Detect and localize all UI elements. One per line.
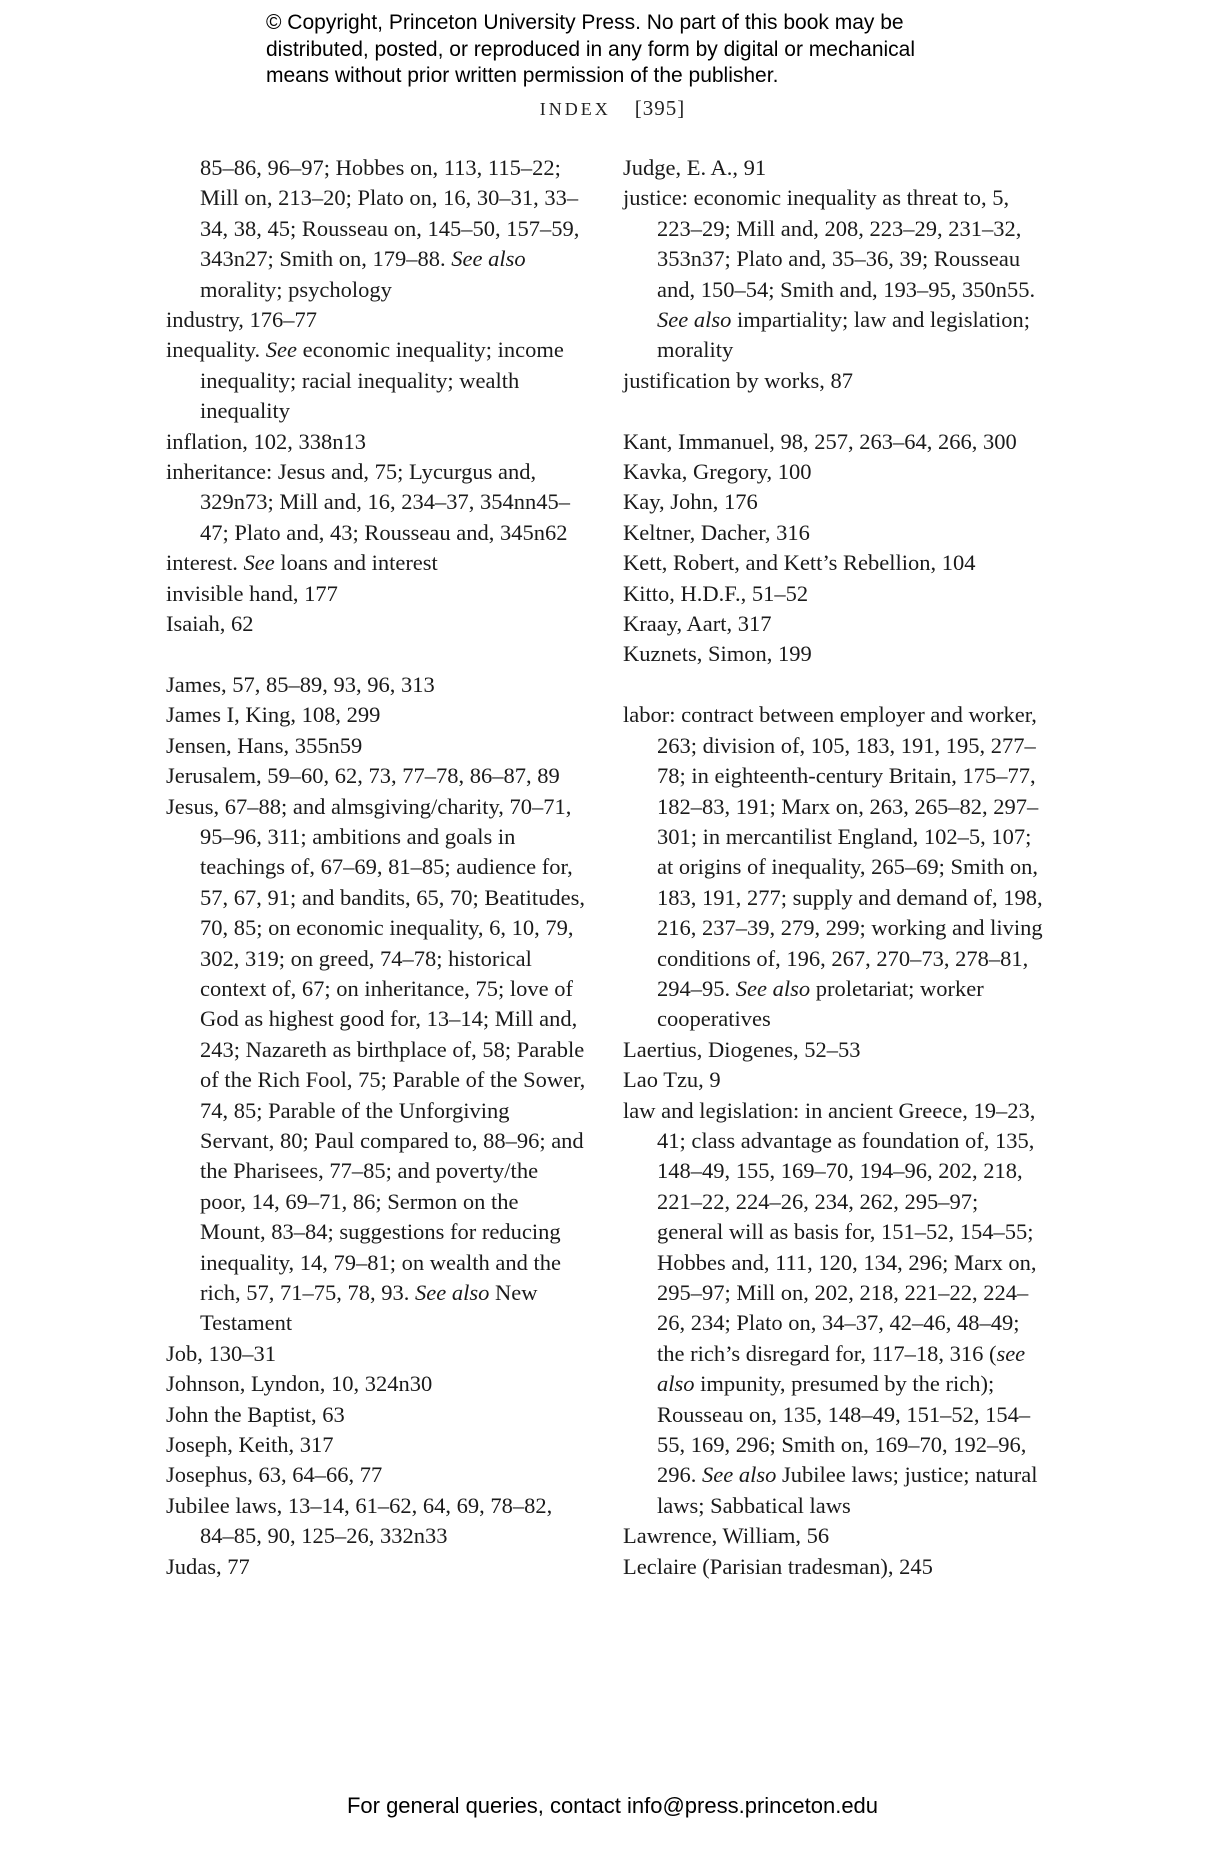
cross-reference-label: See also [414,1280,490,1306]
index-entry [623,366,1043,396]
index-entry [623,1096,1043,1522]
letter-section-gap [166,640,586,670]
entry-text: interest. [166,550,244,576]
index-entry [166,548,586,578]
index-entry [623,609,1043,639]
entry-text: Judge, E. A., 91 [623,155,767,180]
index-entry [623,1065,1043,1095]
letter-section-gap [623,670,1043,700]
entry-text: inflation, 102, 338n13 [166,428,366,454]
index-entry [166,1552,586,1582]
entry-text: Jensen, Hans, 355n59 [166,732,363,758]
index-entry [623,1035,1043,1065]
index-entry [623,579,1043,609]
entry-text: Lao Tzu, 9 [623,1067,721,1093]
cross-reference-label: See also [702,1462,777,1488]
entry-text: inequality. [166,337,266,363]
index-entry [623,427,1043,457]
index-entry [623,1521,1043,1551]
entry-text: Kitto, H.D.F., 51–52 [623,580,809,606]
running-head-label: INDEX [539,99,611,119]
index-entry [623,457,1043,487]
copyright-line: distributed, posted, or reproduced in any form by digital or mechanical [266,37,916,61]
index-entry [166,670,586,700]
entry-text: Kett, Robert, and Kett’s Rebellion, 104 [623,550,976,576]
entry-text: Isaiah, 62 [166,611,254,637]
entry-text: Leclaire (Parisian tradesman), 245 [623,1553,933,1579]
entry-text: labor: contract between employer and worker, 263; division of, 105, 183, 191, 195, 277–78; in eighteenth-century Britain, 175–77, 182–83, 191; Marx on, 263, 265–82, 297–301; in mercantilist England, 102–5, 107; at origins of inequality, 265–69; Smith on, 183, 191, 277; supply and demand of, 198, 216, 237–39, 279, 299; working and living conditions of, 196, 267, 270–73, 278–81, 294–95. [623,702,1043,1001]
entry-text: industry, 176–77 [166,307,318,333]
index-entry [623,183,1043,365]
entry-text: James I, King, 108, 299 [166,702,381,728]
index-entry [166,427,586,457]
entry-text: Jubilee laws; justice; natural laws; Sabbatical laws [657,1462,1038,1518]
entry-text: Keltner, Dacher, 316 [623,519,810,545]
copyright-notice [266,10,1026,90]
entry-text: impartiality; law and legislation; morality [657,307,1031,363]
entry-text: Laertius, Diogenes, 52–53 [623,1036,861,1062]
index-entry [166,609,586,639]
index-entry [623,518,1043,548]
letter-section-gap [623,396,1043,426]
entry-text: Kavka, Gregory, 100 [623,459,812,485]
cross-reference-label: See [265,337,298,363]
entry-text: Lawrence, William, 56 [623,1523,830,1549]
cross-reference-label: see also [657,1340,1026,1397]
entry-text: New Testament [200,1280,538,1336]
index-entry [166,1400,586,1430]
index-entry [623,153,1043,183]
index-entry [166,1491,586,1552]
copyright-line: means without prior written permission of the publisher. [266,64,779,87]
index-entry [166,579,586,609]
index-column-left [166,153,586,1582]
entry-text: inheritance: Jesus and, 75; Lycurgus and, 329n73; Mill and, 16, 234–37, 354nn45–47; Plato and, 43; Rousseau and, 345n62 [166,459,570,545]
cross-reference-label: See [243,550,275,576]
index-entry [166,1339,586,1369]
page-number: [395] [634,96,686,120]
index-entry [166,1430,586,1460]
entry-text: invisible hand, 177 [166,580,338,606]
index-entry [166,153,586,305]
entry-text: economic inequality; income inequality; racial inequality; wealth inequality [200,337,564,424]
entry-text: Josephus, 63, 64–66, 77 [166,1462,383,1488]
cross-reference-label: See also [451,246,526,272]
index-entry [166,731,586,761]
entry-text: Kuznets, Simon, 199 [623,641,812,667]
index-entry [166,700,586,730]
index-entry [166,792,586,1339]
cross-reference-label: See also [657,307,732,333]
index-entry [623,639,1043,669]
index-entry [166,1460,586,1490]
entry-text: justice: economic inequality as threat to, 5, 223–29; Mill and, 208, 223–29, 231–32, 353n37; Plato and, 35–36, 39; Rousseau and, 150–54; Smith and, 193–95, 350n55. [623,185,1036,302]
cross-reference-label: See also [735,975,811,1001]
entry-text: proletariat; worker cooperatives [657,975,984,1032]
copyright-line: © Copyright, Princeton University Press. No part of this book may be [266,11,904,34]
running-head [0,96,1225,121]
index-entry [166,761,586,791]
entry-text: Jerusalem, 59–60, 62, 73, 77–78, 86–87, 89 [166,763,560,789]
index-entry [623,700,1043,1034]
entry-text: loans and interest [274,550,438,576]
index-entry [166,305,586,335]
entry-text: Johnson, Lyndon, 10, 324n30 [166,1371,433,1397]
index-column-right [623,153,1043,1582]
index-entry [166,1369,586,1399]
index-entry [623,548,1043,578]
entry-text: Kraay, Aart, 317 [623,611,772,637]
footer-contact: For general queries, contact info@press.princeton.edu [346,1793,879,1818]
entry-text: justification by works, 87 [623,367,853,393]
index-entry [166,335,586,426]
entry-text: James, 57, 85–89, 93, 96, 313 [166,671,435,697]
entry-text: Jubilee laws, 13–14, 61–62, 64, 69, 78–82, 84–85, 90, 125–26, 332n33 [166,1492,553,1549]
entry-text: morality; psychology [200,276,392,302]
entry-text: Judas, 77 [166,1553,250,1579]
index-entry [166,457,586,548]
entry-text: Joseph, Keith, 317 [166,1432,334,1458]
entry-text: Kay, John, 176 [623,489,758,515]
entry-text: Kant, Immanuel, 98, 257, 263–64, 266, 300 [623,428,1017,454]
entry-text: John the Baptist, 63 [166,1401,345,1427]
entry-text: Job, 130–31 [166,1340,277,1366]
entry-text: impunity, presumed by the rich); Rousseau on, 135, 148–49, 151–52, 154–55, 169, 296; Smith on, 169–70, 192–96, 296. [657,1371,1031,1488]
entry-text: Jesus, 67–88; and almsgiving/charity, 70–71, 95–96, 311; ambitions and goals in teachings of, 67–69, 81–85; audience for, 57, 67, 91; and bandits, 65, 70; Beatitudes, 70, 85; on economic inequality, 6, 10, 79, 302, 319; on greed, 74–78; historical context of, 67; on inheritance, 75; love of God as highest good for, 13–14; Mill and, 243; Nazareth as birthplace of, 58; Parable of the Rich Fool, 75; Parable of the Sower, 74, 85; Parable of the Unforgiving Servant, 80; Paul compared to, 88–96; and the Pharisees, 77–85; and poverty/the poor, 14, 69–71, 86; Sermon on the Mount, 83–84; suggestions for reducing inequality, 14, 79–81; on wealth and the rich, 57, 71–75, 78, 93. [166,793,586,1306]
entry-text: law and legislation: in ancient Greece, 19–23, 41; class advantage as foundation of, 135, 148–49, 155, 169–70, 194–96, 202, 218, 221–22, 224–26, 234, 262, 295–97; general will as basis for, 151–52, 154–55; Hobbes and, 111, 120, 134, 296; Marx on, 295–97; Mill on, 202, 218, 221–22, 224–26, 234; Plato on, 34–37, 42–46, 48–49; the rich’s disregard for, 117–18, 316 ( [623,1097,1037,1366]
entry-text: 85–86, 96–97; Hobbes on, 113, 115–22; Mill on, 213–20; Plato on, 16, 30–31, 33–34, 38, 45; Rousseau on, 145–50, 157–59, 343n27; Smith on, 179–88. [200,155,580,272]
index-entry [623,487,1043,517]
index-entry [623,1552,1043,1582]
